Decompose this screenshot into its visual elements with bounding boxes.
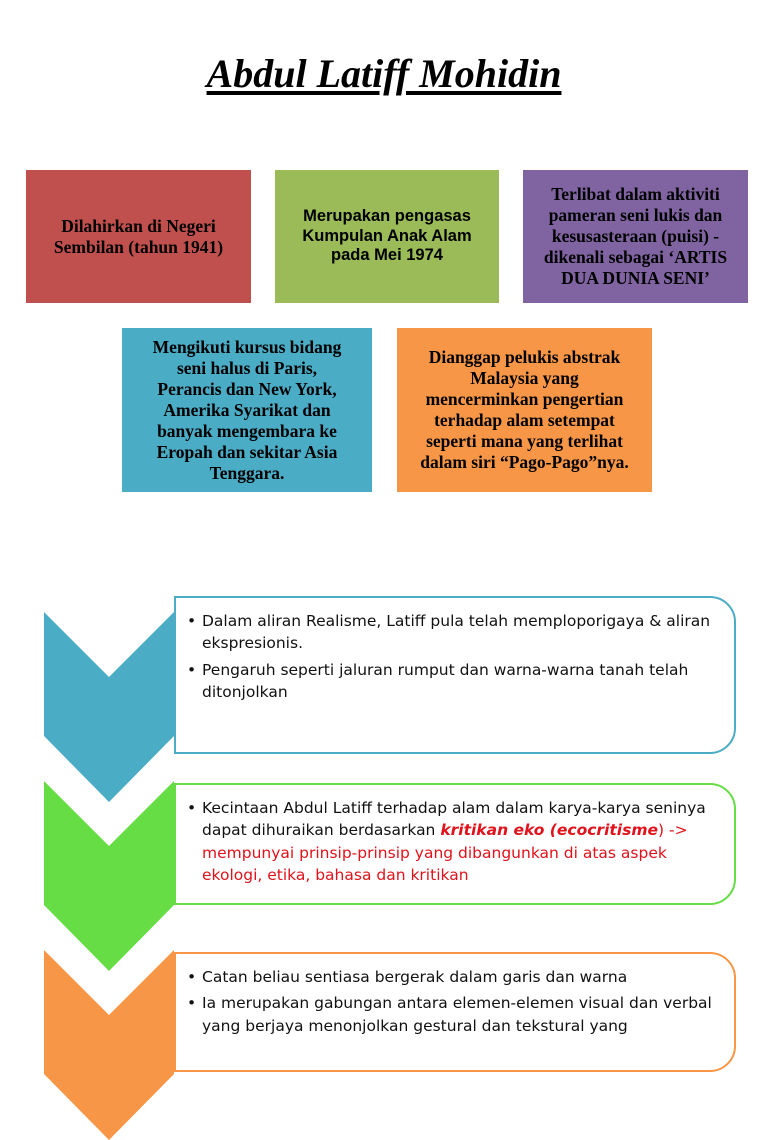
box-artist [523, 170, 748, 303]
panel-3-bullet-1: • Catan beliau sentiasa bergerak dalam garis dan warna [202, 966, 724, 988]
panel-2-text-pre: Kecintaan Abdul Latiff terhadap alam dalam karya-karya seninya dapat dihuraikan berdasarkan [202, 799, 706, 840]
info-panel-3 [174, 952, 736, 1072]
panel-2-text-mid: ) -> mempunyai prinsip-prinsip yang dibangunkan di atas aspek ekologi, etika, bahasa dan kritikan [202, 821, 688, 885]
box-abstract-text: Dianggap pelukis abstrak Malaysia yang mencerminkan pengertian terhadap alam setempat seperti mana yang terlihat dalam siri “Pago-Pago”nya. [420, 347, 629, 472]
box-abstract [397, 328, 652, 492]
info-panel-1 [174, 596, 736, 754]
panel-1-bullet-1: • Dalam aliran Realisme, Latiff pula telah memploporigaya & aliran ekspresionis. [202, 610, 724, 655]
panel-1-bullet-2: • Pengaruh seperti jaluran rumput dan warna-warna tanah telah ditonjolkan [202, 659, 724, 704]
box-birth [26, 170, 251, 303]
box-study [122, 328, 372, 492]
chevron-arrow-3 [44, 950, 174, 1140]
page-title: Abdul Latiff Mohidin [206, 51, 562, 96]
box-founder [275, 170, 499, 303]
panel-2-bullet-1 [202, 797, 724, 887]
box-artist-text: Terlibat dalam aktiviti pameran seni lukis dan kesusasteraan (puisi) - dikenali sebagai ‘ARTIS DUA DUNIA SENI’ [543, 184, 728, 288]
chevron-arrow-1 [44, 612, 174, 802]
box-birth-text: Dilahirkan di Negeri Sembilan (tahun 1941) [53, 215, 224, 257]
info-panel-2 [174, 783, 736, 905]
box-study-text: Mengikuti kursus bidang seni halus di Paris, Perancis dan New York, Amerika Syarikat dan banyak mengembara ke Eropah dan sekitar Asia Tenggara. [152, 336, 342, 483]
chevron-arrow-2 [44, 781, 174, 971]
box-founder-text: Merupakan pengasas Kumpulan Anak Alam pada Mei 1974 [302, 206, 472, 265]
panel-2-text-em: kritikan eko (ecocritisme [440, 821, 659, 840]
panel-3-bullet-2: • Ia merupakan gabungan antara elemen-elemen visual dan verbal yang berjaya menonjolkan gestural dan tekstural yang [202, 992, 724, 1037]
